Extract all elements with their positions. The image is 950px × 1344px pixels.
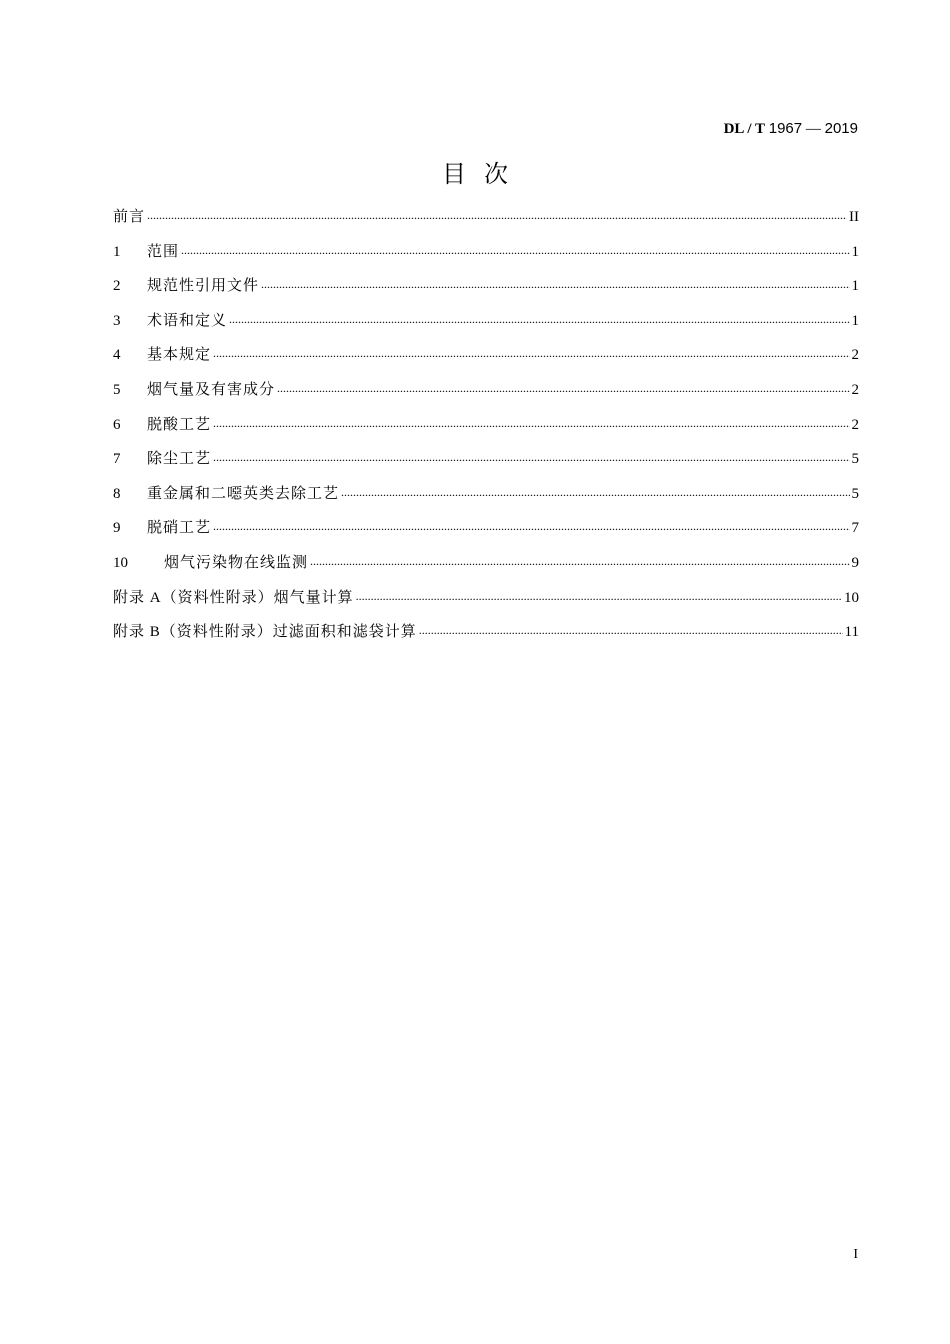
toc-leader-dots (277, 379, 849, 394)
toc-entry-number: 1 (113, 243, 121, 260)
toc-entry-10[interactable] (113, 551, 859, 586)
document-code-number: 1967 (768, 120, 803, 137)
toc-entry-6[interactable] (113, 413, 859, 448)
toc-entry-page: 2 (851, 347, 859, 364)
toc-entry-page: 5 (851, 451, 859, 468)
toc-entry-label: 除尘工艺 (147, 451, 212, 468)
toc-entry-page: 9 (851, 554, 859, 571)
toc-leader-dots (310, 552, 849, 567)
toc-entry-page: 5 (851, 485, 859, 502)
document-code (724, 120, 858, 138)
toc-entry-preface[interactable] (113, 205, 859, 240)
page-number: I (853, 1247, 858, 1262)
toc-entry-3[interactable] (113, 309, 859, 344)
toc-entry-4[interactable] (113, 343, 859, 378)
toc-entry-page: 2 (851, 381, 859, 398)
toc-entry-label: 烟气污染物在线监测 (164, 554, 309, 571)
toc-entry-page: 2 (851, 416, 859, 433)
toc-entry-page: II (849, 209, 859, 225)
toc-leader-dots (213, 517, 849, 532)
toc-entry-number: 6 (113, 416, 121, 433)
toc-entry-label: 范围 (147, 243, 180, 260)
toc-entry-number: 3 (113, 312, 121, 329)
toc-leader-dots (341, 483, 849, 498)
toc-entry-8[interactable] (113, 482, 859, 517)
toc-entry-5[interactable] (113, 378, 859, 413)
toc-entry-label: 附录 B（资料性附录）过滤面积和滤袋计算 (113, 624, 417, 641)
toc-entry-label: 规范性引用文件 (147, 278, 260, 295)
toc-entry-number: 4 (113, 347, 121, 364)
document-code-separator: — (805, 121, 821, 137)
toc-entry-page: 10 (844, 589, 859, 606)
table-of-contents (113, 205, 859, 655)
toc-entry-2[interactable] (113, 274, 859, 309)
toc-leader-dots (261, 275, 849, 290)
document-code-prefix: DL / T (723, 121, 765, 137)
toc-entry-label: 重金属和二噁英类去除工艺 (147, 485, 340, 502)
toc-entry-label: 烟气量及有害成分 (147, 381, 276, 398)
toc-entry-page: 7 (851, 520, 859, 537)
toc-entry-label: 术语和定义 (147, 312, 228, 329)
toc-leader-dots (181, 241, 849, 256)
toc-entry-page: 11 (844, 624, 859, 641)
toc-leader-dots (213, 448, 849, 463)
toc-entry-label: 脱酸工艺 (147, 416, 212, 433)
toc-entry-appendix-b[interactable] (113, 620, 859, 655)
toc-leader-dots (213, 414, 849, 429)
toc-entry-page: 1 (851, 243, 859, 260)
toc-entry-appendix-a[interactable] (113, 586, 859, 621)
toc-entry-number: 8 (113, 485, 121, 502)
document-code-year: 2019 (824, 120, 858, 137)
toc-entry-page: 1 (851, 278, 859, 295)
toc-leader-dots (213, 344, 849, 359)
toc-leader-dots (419, 621, 843, 636)
toc-entry-page: 1 (851, 312, 859, 329)
toc-entry-number: 10 (113, 554, 128, 571)
toc-entry-label: 前言 (113, 209, 146, 225)
toc-entry-label: 基本规定 (147, 347, 212, 364)
toc-leader-dots (356, 587, 842, 602)
toc-entry-label: 脱硝工艺 (147, 520, 212, 537)
toc-leader-dots (147, 206, 847, 221)
toc-entry-1[interactable] (113, 240, 859, 275)
toc-entry-number: 9 (113, 520, 121, 537)
toc-entry-number: 5 (113, 381, 121, 398)
toc-entry-7[interactable] (113, 447, 859, 482)
page-title: 目次 (442, 160, 526, 188)
toc-entry-label: 附录 A（资料性附录）烟气量计算 (113, 589, 354, 606)
toc-entry-9[interactable] (113, 516, 859, 551)
toc-entry-number: 7 (113, 451, 121, 468)
toc-entry-number: 2 (113, 278, 121, 295)
toc-leader-dots (229, 310, 849, 325)
